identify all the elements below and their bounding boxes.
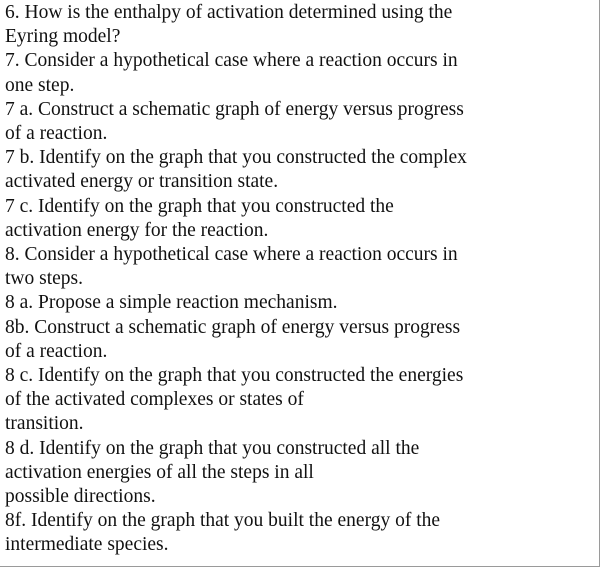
question-7-line-2: one step. (5, 74, 75, 96)
question-8c-line-2: of the activated complexes or states of (5, 389, 304, 411)
question-8d-line-2: activation energies of all the steps in all (5, 461, 314, 483)
question-8d-line-1: 8 d. Identify on the graph that you constructed all the (5, 437, 420, 459)
question-8d-line-3: possible directions. (5, 486, 156, 508)
question-8c-line-3: transition. (5, 413, 84, 435)
question-7c-line-1: 7 c. Identify on the graph that you constructed the (5, 195, 394, 217)
question-8f-line-1: 8f. Identify on the graph that you built the energy of the (5, 510, 441, 532)
question-7a-line-2: of a reaction. (5, 123, 108, 145)
question-7b-line-1: 7 b. Identify on the graph that you constructed the complex (5, 147, 467, 169)
question-8b-line-2: of a reaction. (5, 340, 108, 362)
question-8b-line-1: 8b. Construct a schematic graph of energy versus progress (5, 316, 461, 338)
question-8a-line-1: 8 a. Propose a simple reaction mechanism. (5, 292, 338, 314)
question-7c-line-2: activation energy for the reaction. (5, 219, 269, 241)
question-8c-line-1: 8 c. Identify on the graph that you constructed the energies (5, 365, 464, 387)
question-6-line-2: Eyring model? (5, 26, 121, 48)
question-7b-line-2: activated energy or transition state. (5, 171, 279, 193)
question-7a-line-1: 7 a. Construct a schematic graph of energy versus progress (5, 98, 464, 120)
question-6-line-1: 6. How is the enthalpy of activation determined using the (5, 2, 453, 23)
question-8-line-2: two steps. (5, 268, 83, 290)
question-8f-line-2: intermediate species. (5, 534, 169, 556)
question-7-line-1: 7. Consider a hypothetical case where a reaction occurs in (5, 50, 458, 72)
question-8-line-1: 8. Consider a hypothetical case where a reaction occurs in (5, 244, 458, 266)
question-list (5, 1, 595, 558)
